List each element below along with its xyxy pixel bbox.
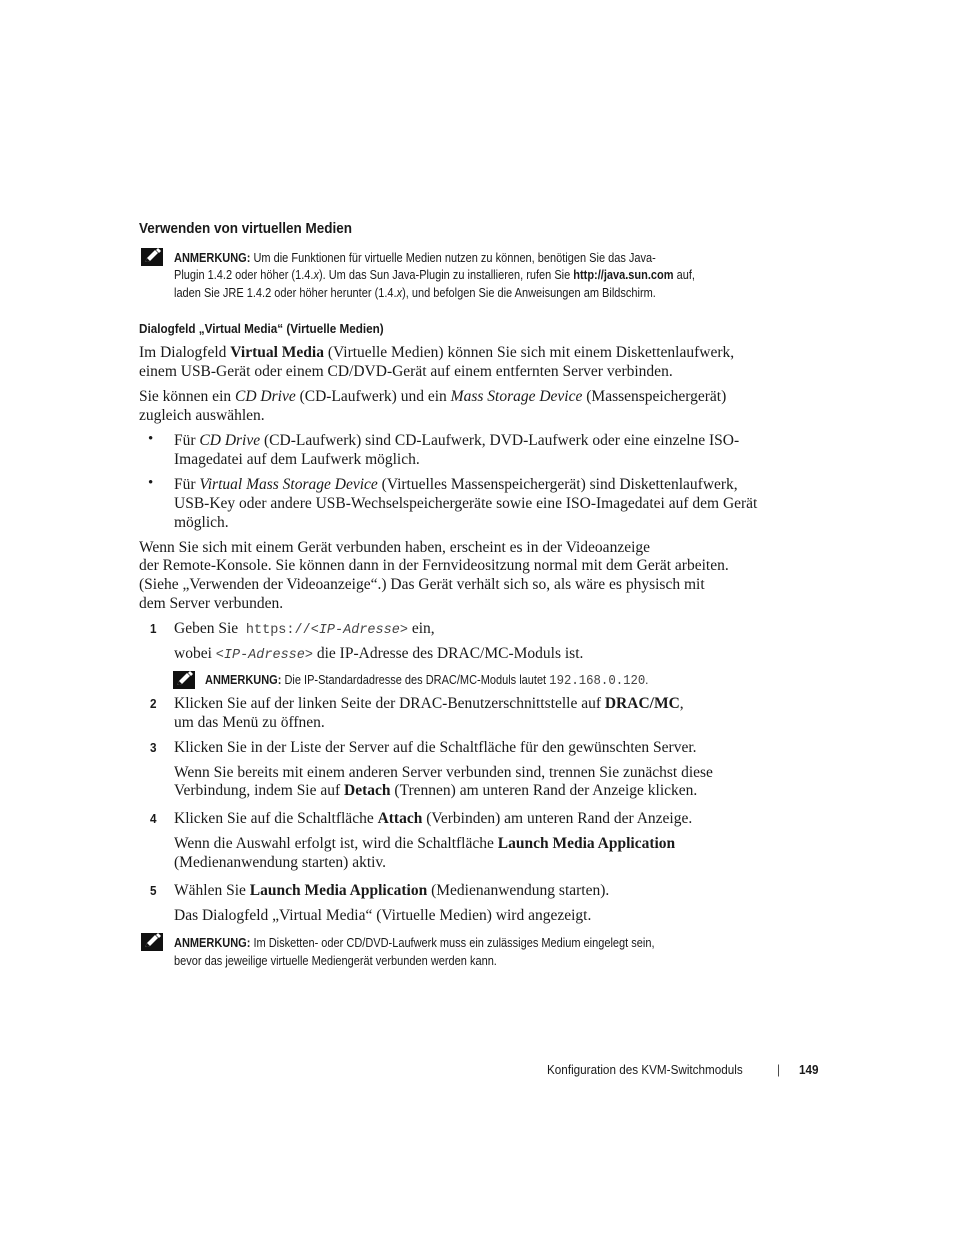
step-number: 3	[150, 740, 157, 755]
note-label: ANMERKUNG:	[174, 251, 251, 265]
step-4-detail-line-1: Wenn die Auswahl erfolgt ist, wird die Schaltfläche Launch Media Application	[174, 835, 676, 852]
subsection-title: Dialogfeld „Virtual Media“ (Virtuelle Medien)	[139, 321, 384, 336]
bullet-symbol: •	[148, 431, 154, 447]
paragraph-2-line-2: zugleich auswählen.	[139, 407, 265, 424]
bullet-2-line-2: USB-Key oder andere USB-Wechselspeichergeräte sowie eine ISO-Imagedatei auf dem Gerät	[174, 495, 758, 512]
paragraph-3-line-4: dem Server verbunden.	[139, 595, 284, 612]
note-1-line-3: laden Sie JRE 1.4.2 oder höher herunter (1.4.x), und befolgen Sie die Anweisungen am Bildschirm.	[174, 286, 656, 300]
paragraph-2-line-1: Sie können ein CD Drive (CD-Laufwerk) und ein Mass Storage Device (Massenspeichergerät)	[139, 388, 727, 405]
step-number: 5	[150, 883, 157, 898]
step-5-detail-line-1: Das Dialogfeld „Virtual Media“ (Virtuelle Medien) wird angezeigt.	[174, 907, 592, 924]
page-number: 149	[799, 1062, 819, 1077]
step-3-line-1: Klicken Sie in der Liste der Server auf die Schaltfläche für den gewünschten Server.	[174, 739, 697, 756]
step-5-line-1: Wählen Sie Launch Media Application (Medienanwendung starten).	[174, 882, 610, 899]
java-url-link[interactable]: http://java.sun.com	[573, 268, 674, 282]
step-4-line-1: Klicken Sie auf die Schaltfläche Attach (Verbinden) am unteren Rand der Anzeige.	[174, 810, 693, 827]
step-2-line-1: Klicken Sie auf der linken Seite der DRAC-Benutzerschnittstelle auf DRAC/MC,	[174, 695, 684, 712]
bullet-1-line-2: Imagedatei auf dem Laufwerk möglich.	[174, 451, 420, 468]
note-1-line-1: ANMERKUNG: Um die Funktionen für virtuelle Medien nutzen zu können, benötigen Sie das Java-	[174, 251, 656, 265]
step-number: 1	[150, 621, 157, 636]
footer-separator: |	[777, 1062, 781, 1077]
bullet-2-line-1: Für Virtual Mass Storage Device (Virtuelles Massenspeichergerät) sind Diskettenlaufwerk,	[174, 476, 738, 493]
step-number: 2	[150, 696, 157, 711]
bullet-symbol: •	[148, 475, 154, 491]
note-2: ANMERKUNG: Die IP-Standardadresse des DRAC/MC-Moduls lautet 192.168.0.120.	[205, 673, 649, 689]
note-pencil-icon	[173, 671, 195, 694]
step-number: 4	[150, 811, 157, 826]
step-3-detail-line-1: Wenn Sie bereits mit einem anderen Server verbunden sind, trennen Sie zunächst diese	[174, 764, 713, 781]
paragraph-3-line-1: Wenn Sie sich mit einem Gerät verbunden haben, erscheint es in der Videoanzeige	[139, 539, 651, 556]
note-pencil-icon	[141, 248, 163, 271]
note-label: ANMERKUNG:	[205, 673, 282, 687]
bullet-2-line-3: möglich.	[174, 514, 229, 531]
note-1-line-2: Plugin 1.4.2 oder höher (1.4.x). Um das Sun Java-Plugin zu installieren, rufen Sie http://java.sun.com auf,	[174, 268, 695, 282]
paragraph-1-line-2: einem USB-Gerät oder einem CD/DVD-Gerät auf einem entfernten Server verbinden.	[139, 363, 673, 380]
step-3-detail-line-2: Verbindung, indem Sie auf Detach (Trennen) am unteren Rand der Anzeige klicken.	[174, 782, 698, 799]
note-pencil-icon	[141, 933, 163, 956]
step-2-line-2: um das Menü zu öffnen.	[174, 714, 325, 731]
section-title: Verwenden von virtuellen Medien	[139, 220, 353, 237]
note-3-line-2: bevor das jeweilige virtuelle Mediengerät verbunden werden kann.	[174, 954, 497, 968]
step-1-line: Geben Sie https://<IP-Adresse> ein,	[174, 620, 435, 638]
footer-chapter-title: Konfiguration des KVM-Switchmoduls	[547, 1062, 743, 1077]
paragraph-1-line-1: Im Dialogfeld Virtual Media (Virtuelle Medien) können Sie sich mit einem Diskettenlaufwerk,	[139, 344, 735, 361]
note-3-line-1: ANMERKUNG: Im Disketten- oder CD/DVD-Laufwerk muss ein zulässiges Medium eingelegt sein,	[174, 936, 655, 950]
step-1-where-line: wobei <IP-Adresse> die IP-Adresse des DRAC/MC-Moduls ist.	[174, 645, 584, 663]
note-label: ANMERKUNG:	[174, 936, 251, 950]
step-4-detail-line-2: (Medienanwendung starten) aktiv.	[174, 854, 387, 871]
bullet-1-line-1: Für CD Drive (CD-Laufwerk) sind CD-Laufwerk, DVD-Laufwerk oder eine einzelne ISO-	[174, 432, 740, 449]
paragraph-3-line-3: (Siehe „Verwenden der Videoanzeige“.) Das Gerät verhält sich so, als wäre es physisch mit	[139, 576, 705, 593]
paragraph-3-line-2: der Remote-Konsole. Sie können dann in der Fernvideositzung normal mit dem Gerät arbeiten.	[139, 557, 729, 574]
